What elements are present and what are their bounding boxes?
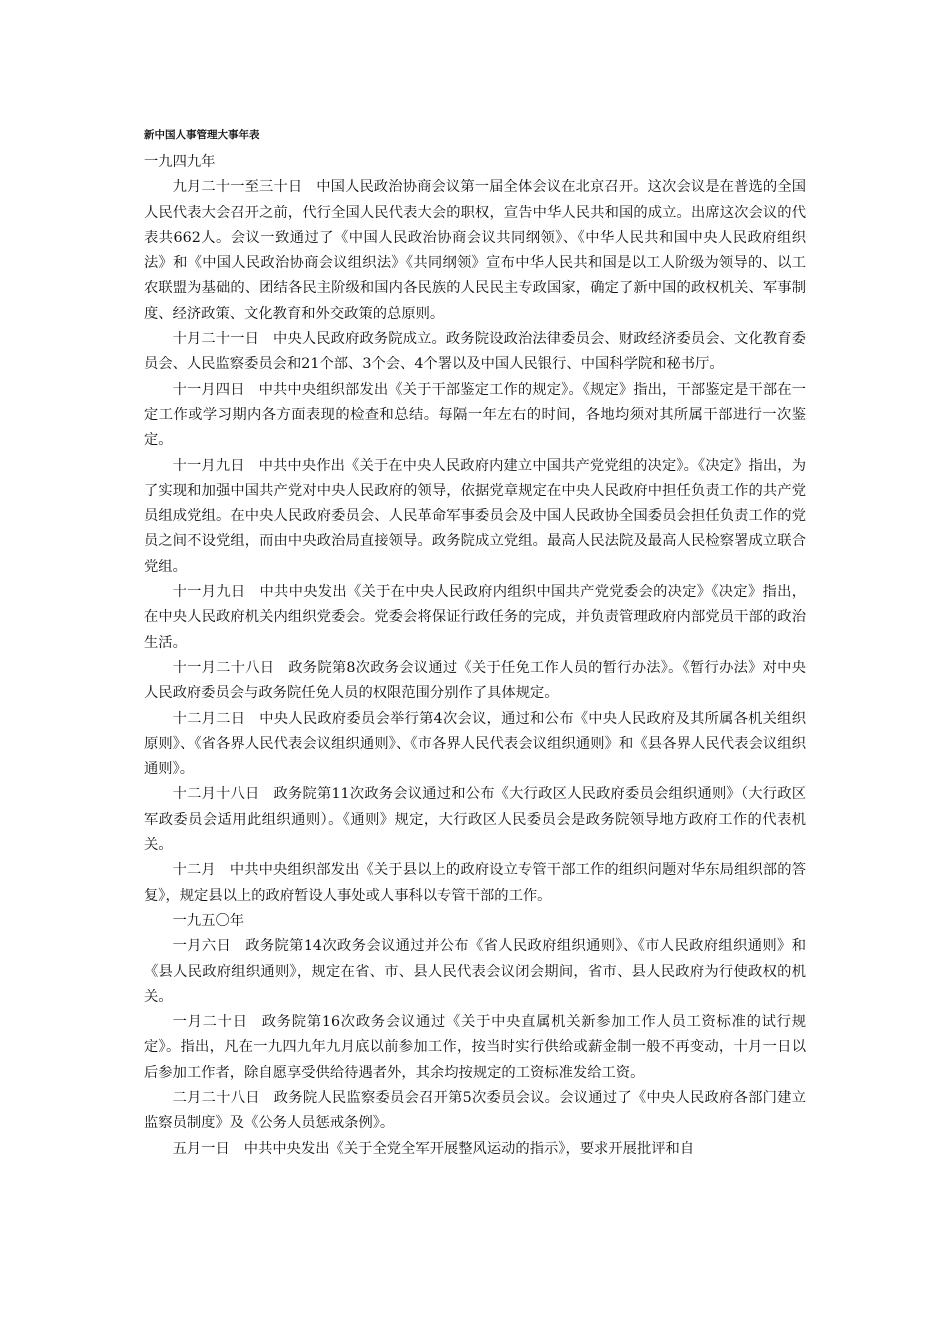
entry-date: 十一月二十八日	[172, 659, 275, 676]
entry-text: 中央人民政府政务院成立。政务院设政治法律委员会、财政经济委员会、文化教育委员会、人民监察委员会和21个部、3个会、4个署以及中国人民银行、中国科学院和秘书厅。	[144, 331, 807, 373]
entry-text: 中共中央组织部发出《关于县以上的政府设立专管干部工作的组织问题对华东局组织部的答复》，规定县以上的政府暂设人事处或人事科以专管干部的工作。	[144, 862, 807, 904]
entry-text: 中共中央组织部发出《关于干部鉴定工作的规定》。《规定》指出，干部鉴定是干部在一定工作或学习期内各方面表现的检查和总结。每隔一年左右的时间，各地均须对其所属干部进行一次鉴定。	[144, 381, 807, 449]
chronology-entry	[144, 707, 806, 783]
chronology-entry	[144, 1086, 806, 1137]
entry-date: 十月二十一日	[172, 331, 260, 348]
entry-date: 十二月十八日	[172, 786, 260, 803]
chronology-entry	[144, 378, 806, 454]
chronology-entry	[144, 934, 806, 1010]
chronology-entry	[144, 175, 806, 327]
chronology-entry	[144, 656, 806, 707]
document-title: 新中国人事管理大事年表	[144, 129, 260, 141]
entry-date: 十一月九日	[172, 584, 246, 601]
entry-text: 政务院第11次政务会议通过和公布《大行政区人民政府委员会组织通则》（大行政区军政委员会适用此组织通则）。《通则》规定，大行政区人民委员会是政务院领导地方政府工作的代表机关。	[144, 786, 807, 854]
entry-text: 中国人民政治协商会议第一届全体会议在北京召开。这次会议是在普选的全国人民代表大会召开之前，代行全国人民代表大会的职权，宣告中华人民共和国的成立。出席这次会议的代表共662人。会议一致通过了《中国人民政治协商会议共同纲领》、《中华人民共和国中央人民政府组织法》和《中国人民政治协商会议组织法》《共同纲领》宣布中华人民共和国是以工人阶级为领导的、以工农联盟为基础的、团结各民主阶级和国内各民族的人民民主专政国家，确定了新中国的政权机关、军事制度、经济政策、文化教育和外交政策的总原则。	[144, 179, 807, 322]
chronology-entry	[144, 1137, 806, 1162]
year-heading: 一九五〇年	[172, 912, 245, 929]
entry-date: 十一月九日	[172, 457, 245, 474]
chronology-entry	[144, 1010, 806, 1086]
entry-date: 十二月二日	[172, 710, 246, 727]
year-heading: 一九四九年	[144, 154, 216, 170]
document-page	[144, 128, 806, 1162]
entry-text: 中共中央发出《关于全党全军开展整风运动的指示》，要求开展批评和自	[243, 1140, 695, 1157]
chronology-entry	[144, 858, 806, 909]
entry-text: 政务院第8次政务会议通过《关于任免工作人员的暂行办法》。《暂行办法》对中央人民政府委员会与政务院任免人员的权限范围分别作了具体规定。	[144, 659, 807, 702]
chronology-entry	[144, 454, 806, 580]
entry-text: 中共中央作出《关于在中央人民政府内建立中国共产党党组的决定》。《决定》指出，为了实现和加强中国共产党对中央人民政府的领导，依据党章规定在中央人民政府中担任负责工作的共产党员组成党组。在中央人民政府委员会、人民革命军事委员会及中国人民政协全国委员会担任负责工作的党员之间不设党组，而由中央政治局直接领导。政务院成立党组。最高人民法院及最高人民检察署成立联合党组。	[144, 457, 807, 575]
entry-date: 二月二十八日	[172, 1089, 260, 1106]
entry-text: 政务院人民监察委员会召开第5次委员会议。会议通过了《中央人民政府各部门建立监察员制度》及《公务人员惩戒条例》。	[144, 1089, 806, 1132]
chronology-entry	[144, 580, 806, 656]
entry-date: 五月一日	[172, 1140, 230, 1157]
entry-date: 九月二十一至三十日	[172, 179, 303, 196]
entry-text: 政务院第14次政务会议通过并公布《省人民政府组织通则》、《市人民政府组织通则》和《县人民政府组织通则》，规定在省、市、县人民代表会议闭会期间，省市、县人民政府为行使政权的机关。	[144, 938, 807, 1005]
chronology-entry	[144, 782, 806, 858]
entry-date: 一月六日	[172, 938, 232, 955]
entry-text: 中共中央发出《关于在中央人民政府内组织中国共产党党委会的决定》《决定》指出，在中央人民政府机关内组织党委会。党委会将保证行政任务的完成，并负责管理政府内部党员干部的政治生活。	[144, 584, 806, 651]
entry-text: 中央人民政府委员会举行第4次会议，通过和公布《中央人民政府及其所属各机关组织原则》、《省各界人民代表会议组织通则》、《市各界人民代表会议组织通则》和《县各界人民代表会议组织通则》。	[144, 710, 806, 778]
entry-date: 一月二十日	[172, 1014, 248, 1031]
chronology-entry	[144, 327, 806, 378]
entry-text: 政务院第16次政务会议通过《关于中央直属机关新参加工作人员工资标准的试行规定》。指出，凡在一九四九年九月底以前参加工作，按当时实行供给或薪金制一般不再变动，十月一日以后参加工作者，除自愿享受供给待遇者外，其余均按规定的工资标准发给工资。	[144, 1014, 806, 1081]
entry-date: 十二月	[172, 862, 216, 879]
entry-date: 十一月四日	[172, 381, 245, 398]
